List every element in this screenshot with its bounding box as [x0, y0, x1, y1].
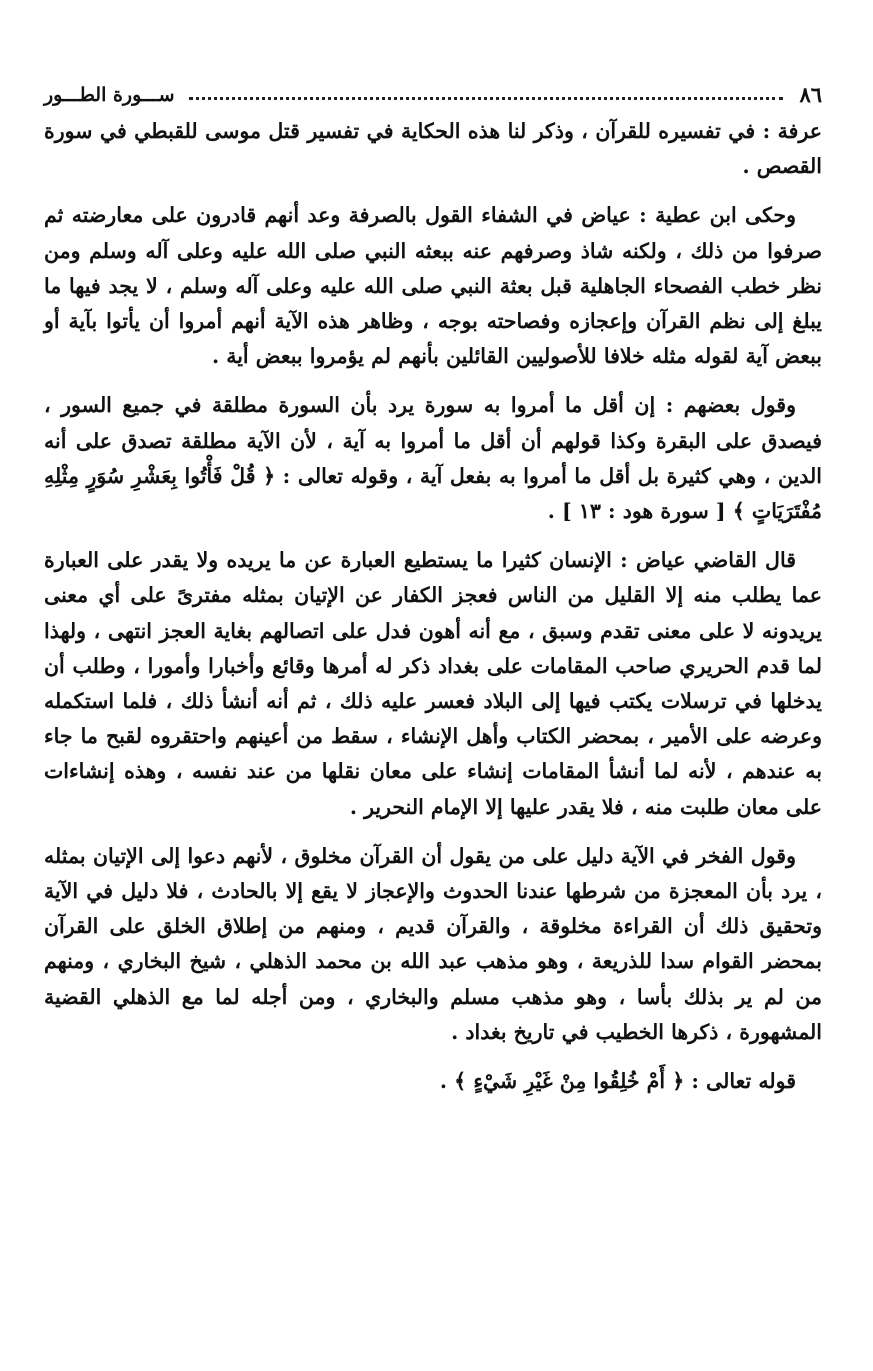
page-number: ٨٦	[799, 82, 822, 107]
chapter-title: ســـورة الطـــور	[44, 84, 175, 106]
paragraph-some-scholars: وقول بعضهم : إن أقل ما أمروا به سورة يرد بأن السورة مطلقة في جميع السور ، فيصدق على البقرة وكذا قولهم أن أقل ما أمروا به آية ، لأن الآية مطلقة تصدق على أنه الدين ، وهي كثيرة بل أقل ما أمروا به بفعل آية ، وقوله تعالى : ﴿ قُلْ فَأْتُوا بِعَشْرِ سُوَرٍ مِثْلِهِ مُفْتَرَيَاتٍ ﴾ [ سورة هود : ١٣ ] .	[44, 393, 822, 524]
paragraph-ibn-atiyya: وحكى ابن عطية : عياض في الشفاء القول بالصرفة وعد أنهم قادرون على معارضته ثم صرفوا من ذلك ، ولكنه شاذ وصرفهم عنه ببعثه النبي صلى الله عليه وعلى آله وسلم ومن نظر خطب الفصحاء الجاهلية قبل بعثة النبي صلى الله عليه وعلى آله وسلم ، لا يجد فيها ما يبلغ إلى نظم القرآن وإعجازه وفصاحته بوجه ، وظاهر هذه الآية أنهم أمروا أن يأتوا بآية أو ببعض آية لقوله مثله خلافا للأصوليين القائلين بأنهم لم يؤمروا ببعض أية .	[44, 203, 822, 369]
paragraph-continuation: عرفة : في تفسيره للقرآن ، وذكر لنا هذه الحكاية في تفسير قتل موسى للقبطي في سورة القصص .	[44, 119, 822, 179]
running-header	[44, 74, 822, 108]
body-text	[44, 114, 822, 1099]
paragraph-verse: قوله تعالى : ﴿ أَمْ خُلِقُوا مِنْ غَيْرِ شَيْءٍ ﴾ .	[439, 1069, 796, 1094]
paragraph-fakhr: وقول الفخر في الآية دليل على من يقول أن القرآن مخلوق ، لأنهم دعوا إلى الإتيان بمثله ، يرد بأن المعجزة من شرطها عندنا الحدوث والإعجاز لا يقع إلا بالحادث ، فلا دليل في الآية وتحقيق ذلك أن القراءة مخلوقة ، والقرآن قديم ، ومنهم من إطلاق الخلق على القرآن بمحضر القوام سدا للذريعة ، وهو مذهب عبد الله بن محمد الذهلي ، شيخ البخاري ، ومنهم من لم ير بذلك بأسا ، وهو مذهب مسلم والبخاري ، ومن أجله لما مع الذهلي القضية المشهورة ، ذكرها الخطيب في تاريخ بغداد .	[44, 843, 822, 1044]
header-dotted-leader	[189, 97, 784, 100]
paragraph-qadi-iyad: قال القاضي عياض : الإنسان كثيرا ما يستطيع العبارة عن ما يريده ولا يقدر على العبارة عما يطلب منه إلا القليل من الناس فعجز الكفار عن الإتيان بمثله مفترىً على أي معنى يريدونه لا على معنى تقدم وسبق ، مع أنه أهون فدل على اتصالهم بغاية العجز انتهى ، ولهذا لما قدم الحريري صاحب المقامات على بغداد ذكر له أمرها وقائع وأخبارا وأمورا ، وطلب أن يدخلها في ترسلات يكتب فيها إلى البلاد فعسر عليه ذلك ، ثم أنه أنشأ ذلك ، فلما استكمله وعرضه على الأمير ، بمحضر الكتاب وأهل الإنشاء ، سقط من أعينهم واحتقروه لقبح ما جاء به عندهم ، لأنه لما أنشأ المقامات إنشاء على معان نقلها من عند نفسه ، وهذه إنشاءات على معان طلبت منه ، فلا يقدر عليها إلا الإمام النحرير .	[44, 548, 822, 819]
document-page	[44, 74, 822, 1344]
